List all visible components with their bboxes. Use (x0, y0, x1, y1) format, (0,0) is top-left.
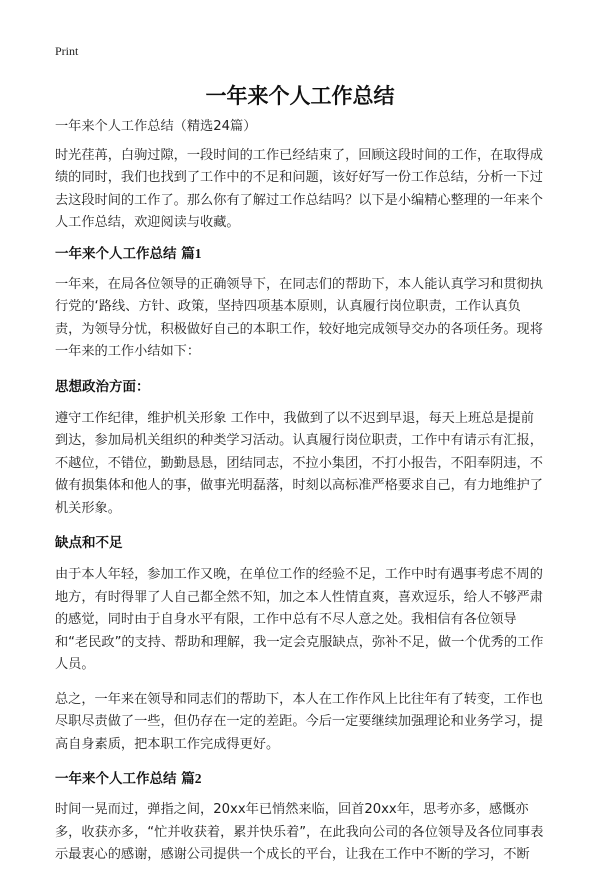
article1-heading-text: 一年来个人工作总结 篇 (55, 245, 195, 262)
article2-heading-number: 2 (194, 771, 202, 786)
intro-paragraph: 时光荏苒，白驹过隙，一段时间的工作已经结束了，回顾这段时间的工作，在取得成绩的同时，我们也找到了工作中的不足和问题，该好好写一份工作总结，分析一下过去这段时间的工作了。那么你有了解过工作总结吗？以下是小编精心整理的一年来个人工作总结，欢迎阅读与收藏。 (55, 147, 543, 230)
print-link[interactable]: Print (55, 44, 79, 58)
article2-paragraph: 时间一晃而过，弹指之间，20xx年已悄然来临，回首20xx年，思考亦多，感慨亦多，收获亦多，“忙并收获着，累并快乐着”，在此我向公司的各位领导及各位同事表示最衷心的感谢，感谢公司提供一个成长的平台，让我在工作中不断的学习，不断 (55, 802, 544, 862)
section-politics-paragraph: 遵守工作纪律，维护机关形象 工作中，我做到了以不迟到早退，每天上班总是提前到达，参加局机关组织的种类学习活动。认真履行岗位职责，工作中有请示有汇报，不越位，不错位，勤勤恳恳，团结同志，不拉小集团，不打小报告，不阳奉阴违，不做有损集体和他人的事，做事光明磊落，时刻以高标准严格要求自己，有力地维护了机关形象。 (55, 410, 543, 516)
section-heading-politics: 思想政治方面： (55, 378, 150, 395)
section-heading-shortcomings: 缺点和不足 (55, 535, 123, 551)
page-title: 一年来个人工作总结 (205, 84, 395, 108)
article1-paragraph: 一年来，在局各位领导的正确领导下，在同志们的帮助下，本人能认真学习和贯彻执行党的‘路线、方针、政策，坚持四项基本原则，认真履行岗位职责，工作认真负责，为领导分忧，积极做好自己的本职工作，较好地完成领导交办的各项任务。现将一年来的工作小结如下： (55, 276, 543, 359)
summary-paragraph: 总之，一年来在领导和同志们的帮助下，本人在工作作风上比往年有了转变，工作也尽职尽责做了一些，但仍存在一定的差距。今后一定要继续加强理论和业务学习，提高自身素质，把本职工作完成得更好。 (55, 691, 543, 752)
article1-heading-number: 1 (194, 245, 202, 261)
article-body (55, 116, 547, 879)
article1-heading (55, 243, 547, 265)
section-shortcomings-paragraph: 由于本人年轻，参加工作又晚，在单位工作的经验不足，工作中时有遇事考虑不周的地方，有时得罪了人自己都全然不知，加之本人性情直爽，喜欢逗乐，给人不够严肃的感觉，同时由于自身水平有限，工作中总有不尽人意之处。我相信有各位领导和“老民政”的支持、帮助和理解，我一定会克服缺点，弥补不足，做一个优秀的工作人员。 (55, 567, 544, 672)
article2-heading-text: 一年来个人工作总结 篇 (55, 771, 195, 787)
subtitle: 一年来个人工作总结（精选24篇） (55, 119, 257, 134)
article2-heading (55, 768, 547, 790)
